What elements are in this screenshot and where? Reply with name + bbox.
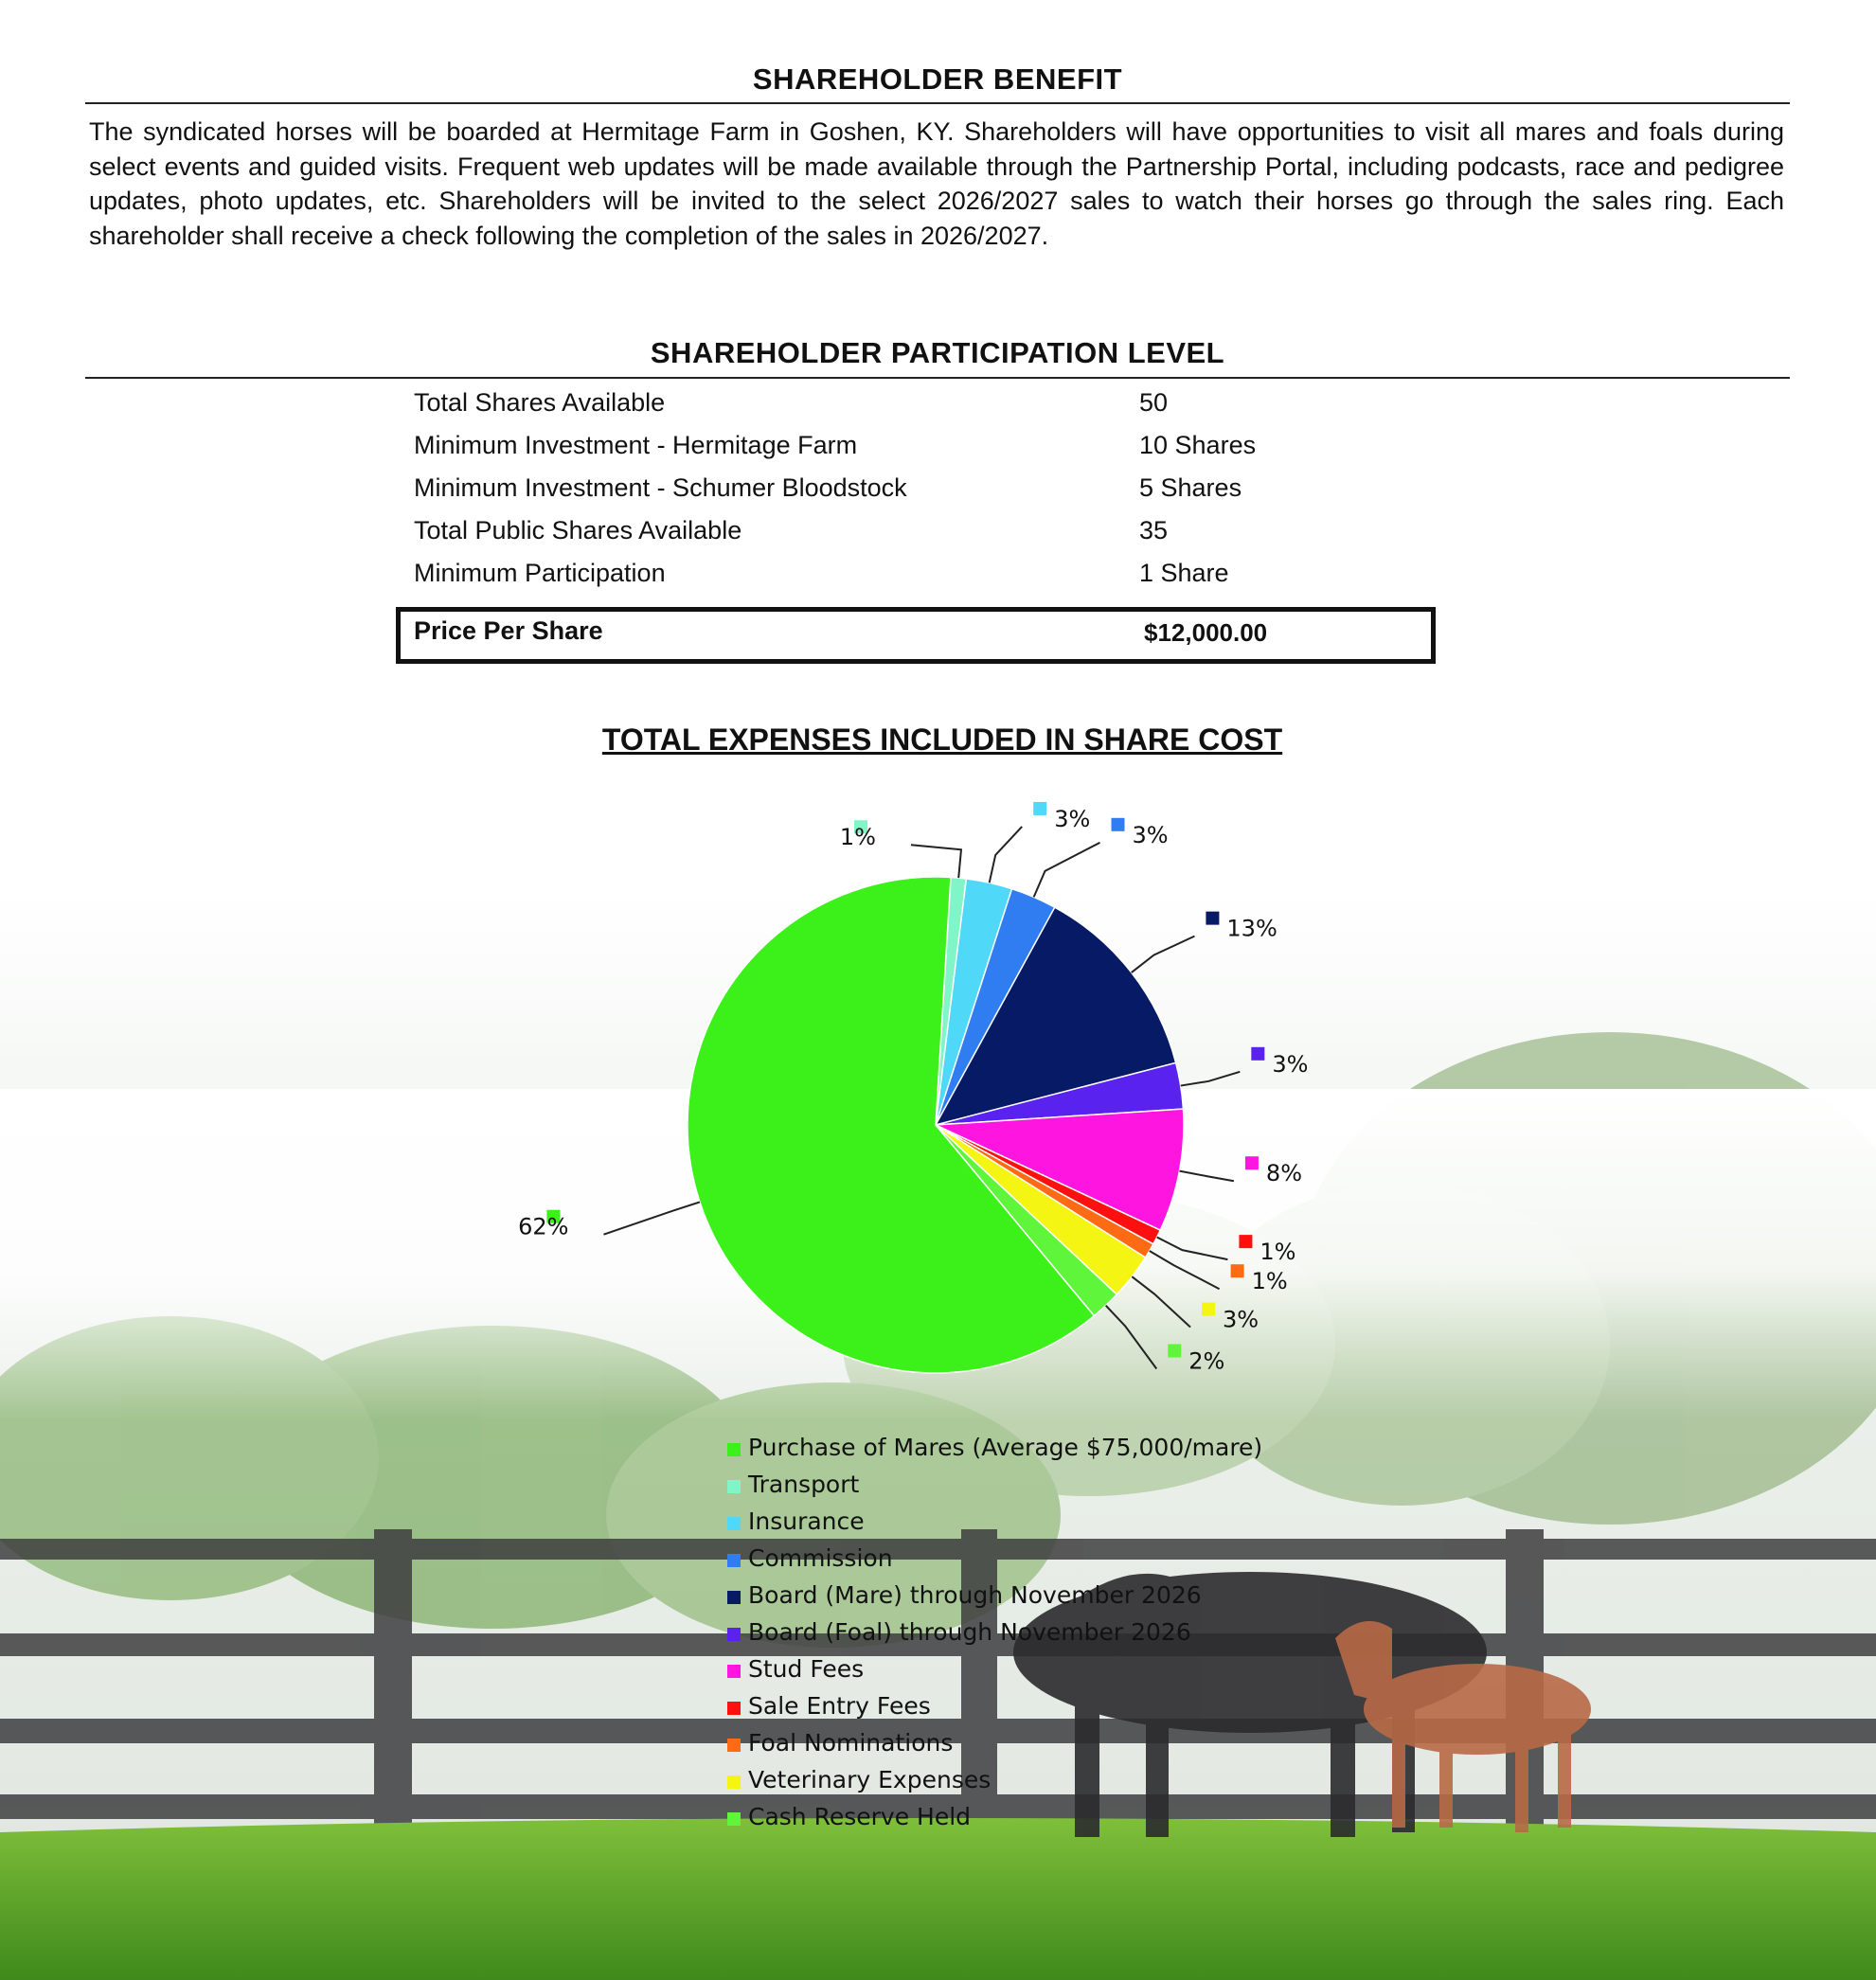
shareholder-benefit-heading: SHAREHOLDER BENEFIT bbox=[752, 62, 1123, 96]
leader-line bbox=[1034, 843, 1100, 898]
price-per-share-value: $12,000.00 bbox=[1144, 618, 1268, 647]
leader-line bbox=[1106, 1306, 1157, 1369]
legend-item bbox=[727, 1618, 1390, 1652]
participation-value: 35 bbox=[1139, 516, 1169, 544]
data-label: 1% bbox=[1260, 1239, 1296, 1266]
data-label-swatch bbox=[1111, 818, 1124, 831]
data-label-swatch bbox=[1239, 1235, 1252, 1248]
legend-item bbox=[727, 1507, 1390, 1542]
leader-line bbox=[1132, 936, 1195, 972]
legend-swatch bbox=[727, 1702, 741, 1715]
shareholder-benefit-paragraph: The syndicated horses will be boarded at Hermitage Farm in Goshen, KY. Shareholders will have opportunities to visit all mares and foals during select events and guided visits. Frequent web updates will be made available through the Partnership Portal, including podcasts, race and pedigree updates, photo updates, etc. Shareholders will be invited to the select 2026/2027 sales to watch their horses go through the sales ring. Each shareholder shall receive a check following the completion of the sales in 2026/2027. bbox=[89, 117, 1784, 250]
legend-label: Stud Fees bbox=[748, 1655, 865, 1683]
participation-label: Minimum Investment - Schumer Bloodstock bbox=[414, 473, 907, 502]
legend-label: Board (Foal) through November 2026 bbox=[748, 1618, 1191, 1646]
legend-item bbox=[727, 1803, 1390, 1837]
data-label-swatch bbox=[1168, 1345, 1181, 1358]
leader-line bbox=[603, 1202, 700, 1234]
data-label: 13% bbox=[1226, 915, 1277, 942]
participation-value: 10 Shares bbox=[1139, 431, 1257, 459]
data-label-swatch bbox=[1033, 802, 1046, 815]
participation-label: Minimum Investment - Hermitage Farm bbox=[414, 431, 858, 459]
legend-item bbox=[727, 1581, 1390, 1615]
participation-label: Total Shares Available bbox=[414, 388, 666, 417]
legend-item bbox=[727, 1655, 1390, 1689]
legend-swatch bbox=[727, 1628, 741, 1641]
leader-line bbox=[1150, 1251, 1220, 1289]
data-label: 2% bbox=[1188, 1347, 1225, 1375]
legend-swatch bbox=[727, 1443, 741, 1456]
leader-line bbox=[1179, 1171, 1233, 1182]
data-label: 3% bbox=[1223, 1306, 1260, 1333]
legend-item bbox=[727, 1471, 1390, 1505]
participation-level-heading: SHAREHOLDER PARTICIPATION LEVEL bbox=[650, 336, 1225, 369]
legend-label: Purchase of Mares (Average $75,000/mare) bbox=[748, 1434, 1263, 1461]
leader-line bbox=[1181, 1072, 1241, 1086]
participation-value: 5 Shares bbox=[1139, 473, 1242, 502]
leader-line bbox=[1157, 1238, 1228, 1260]
leader-line bbox=[911, 845, 961, 878]
data-label-swatch bbox=[1202, 1303, 1215, 1316]
participation-label: Minimum Participation bbox=[414, 559, 666, 587]
participation-value: 1 Share bbox=[1139, 559, 1229, 587]
legend-item bbox=[727, 1729, 1390, 1763]
data-label-swatch bbox=[1231, 1264, 1244, 1277]
legend-item bbox=[727, 1692, 1390, 1726]
legend-swatch bbox=[727, 1775, 741, 1789]
legend-label: Board (Mare) through November 2026 bbox=[748, 1581, 1202, 1609]
data-label: 3% bbox=[1054, 805, 1091, 832]
data-label: 1% bbox=[1251, 1268, 1288, 1295]
participation-label: Total Public Shares Available bbox=[414, 516, 742, 544]
legend-swatch bbox=[727, 1480, 741, 1493]
leader-line bbox=[990, 827, 1022, 883]
legend-label: Cash Reserve Held bbox=[748, 1803, 972, 1830]
data-label-swatch bbox=[1206, 912, 1219, 925]
legend-swatch bbox=[727, 1591, 741, 1604]
data-label: 62% bbox=[518, 1213, 569, 1240]
legend-label: Insurance bbox=[748, 1507, 865, 1535]
legend-label: Foal Nominations bbox=[748, 1729, 954, 1757]
data-label: 8% bbox=[1265, 1160, 1303, 1187]
leader-line bbox=[1132, 1276, 1190, 1327]
legend-swatch bbox=[727, 1739, 741, 1752]
data-label: 3% bbox=[1272, 1050, 1309, 1078]
legend-label: Veterinary Expenses bbox=[748, 1766, 992, 1793]
legend-swatch bbox=[727, 1665, 741, 1678]
expenses-chart-title: TOTAL EXPENSES INCLUDED IN SHARE COST bbox=[601, 722, 1283, 757]
legend-item bbox=[727, 1434, 1390, 1468]
legend-label: Sale Entry Fees bbox=[748, 1692, 931, 1720]
legend-item bbox=[727, 1544, 1390, 1579]
data-label-swatch bbox=[1245, 1156, 1259, 1169]
legend-item bbox=[727, 1766, 1390, 1800]
legend-swatch bbox=[727, 1812, 741, 1826]
legend-swatch bbox=[727, 1554, 741, 1567]
legend-swatch bbox=[727, 1517, 741, 1530]
data-label: 1% bbox=[839, 824, 876, 851]
data-label: 3% bbox=[1132, 821, 1169, 848]
data-label-swatch bbox=[1251, 1047, 1264, 1061]
participation-value: 50 bbox=[1139, 388, 1169, 417]
price-per-share-label: Price Per Share bbox=[414, 616, 603, 645]
legend-label: Commission bbox=[748, 1544, 893, 1572]
legend-label: Transport bbox=[748, 1471, 860, 1498]
